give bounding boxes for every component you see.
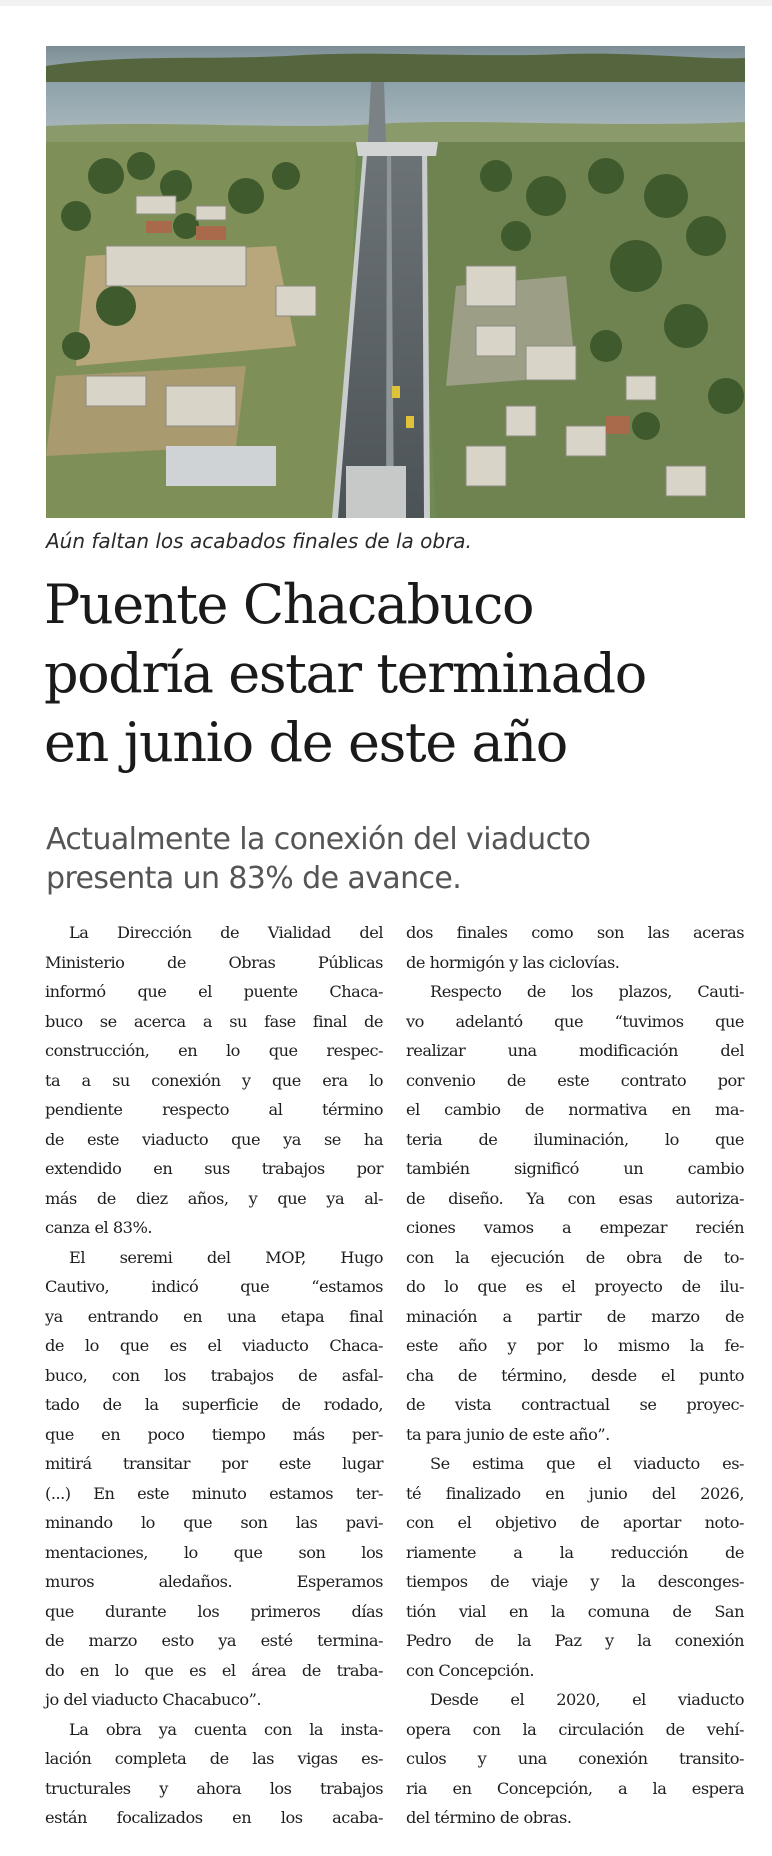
body-text-line: con Concepción.: [406, 1660, 535, 1680]
body-text-line: de vista contractual se proyec-: [406, 1395, 744, 1414]
body-text-line: buco se acerca a su fase final de: [45, 1011, 383, 1031]
article-headline: [44, 570, 754, 777]
body-text-line: pendiente respecto al término: [45, 1100, 383, 1119]
body-text-line: informó que el puente Chaca-: [45, 982, 383, 1001]
body-text-line: tado de la superficie de rodado,: [45, 1395, 383, 1414]
body-text-line: minación a partir de marzo de: [406, 1306, 744, 1326]
body-text-line: del término de obras.: [406, 1808, 572, 1827]
body-text-line: ta a su conexión y que era lo: [45, 1070, 383, 1090]
body-text-line: Desde el 2020, el viaducto: [430, 1690, 744, 1709]
body-text-line: de lo que es el viaducto Chaca-: [45, 1336, 383, 1355]
body-text-line: Respecto de los plazos, Cauti-: [430, 982, 744, 1001]
body-text-line: el cambio de normativa en ma-: [406, 1100, 744, 1119]
body-text-line: Pedro de la Paz y la conexión: [406, 1631, 744, 1650]
page-top-rule: [0, 0, 772, 6]
body-text-line: que en poco tiempo más per-: [45, 1424, 383, 1444]
body-column-right: [406, 918, 744, 1833]
body-text-line: construcción, en lo que respec-: [45, 1041, 383, 1060]
body-text-line: ta para junio de este año”.: [406, 1424, 610, 1444]
body-text-line: ciones vamos a empezar recién: [406, 1218, 744, 1237]
aerial-bridge-illustration: [46, 46, 745, 518]
body-text-line: de diseño. Ya con esas autoriza-: [406, 1188, 744, 1208]
subhead-line: presenta un 83% de avance.: [46, 861, 462, 896]
body-text-line: teria de iluminación, lo que: [406, 1129, 744, 1149]
article-subheadline: [46, 820, 746, 898]
body-text-line: de marzo esto ya esté termina-: [45, 1631, 383, 1650]
article-photo: [46, 46, 745, 518]
body-text-line: jo del viaducto Chacabuco”.: [45, 1690, 262, 1709]
body-text-line: do lo que es el proyecto de ilu-: [406, 1277, 744, 1296]
body-text-line: opera con la circulación de vehí-: [406, 1719, 744, 1739]
body-text-line: Cautivo, indicó que “estamos: [45, 1277, 383, 1296]
body-text-line: este año y por lo mismo la fe-: [406, 1336, 744, 1355]
headline-line: en junio de este año: [44, 711, 567, 774]
body-text-line: tiempos de viaje y la desconges-: [406, 1572, 744, 1591]
body-text-line: riamente a la reducción de: [406, 1542, 744, 1562]
body-text-line: tión vial en la comuna de San: [406, 1601, 744, 1621]
body-text-line: (...) En este minuto estamos ter-: [45, 1483, 383, 1503]
body-text-line: mitirá transitar por este lugar: [45, 1454, 383, 1473]
body-text-line: minando lo que son las pavi-: [45, 1513, 383, 1532]
body-text-line: buco, con los trabajos de asfal-: [45, 1365, 383, 1385]
body-column-left: [45, 918, 383, 1833]
body-text-line: lación completa de las vigas es-: [45, 1749, 383, 1768]
body-text-line: de hormigón y las ciclovías.: [406, 952, 620, 972]
body-text-line: La Dirección de Vialidad del: [69, 923, 383, 942]
body-text-line: ya entrando en una etapa final: [45, 1306, 383, 1326]
body-text-line: convenio de este contrato por: [406, 1070, 744, 1090]
body-text-line: ria en Concepción, a la espera: [406, 1778, 744, 1798]
body-text-line: té finalizado en junio del 2026,: [406, 1483, 744, 1503]
headline-line: podría estar terminado: [44, 642, 646, 705]
body-text-line: con el objetivo de aportar noto-: [406, 1513, 744, 1532]
body-text-line: de este viaducto que ya se ha: [45, 1129, 383, 1149]
subhead-line: Actualmente la conexión del viaducto: [46, 822, 591, 857]
body-text-line: realizar una modificación del: [406, 1041, 744, 1060]
body-text-line: culos y una conexión transito-: [406, 1749, 744, 1768]
body-text-line: cha de término, desde el punto: [406, 1365, 744, 1385]
body-text-line: Se estima que el viaducto es-: [430, 1454, 744, 1473]
body-text-line: están focalizados en los acaba-: [45, 1808, 383, 1827]
body-text-line: do en lo que es el área de traba-: [45, 1660, 383, 1680]
body-text-line: con la ejecución de obra de to-: [406, 1247, 744, 1267]
body-text-line: Ministerio de Obras Públicas: [45, 952, 383, 972]
body-text-line: mentaciones, lo que son los: [45, 1542, 383, 1562]
body-text-line: canza el 83%.: [45, 1218, 152, 1237]
body-text-line: también significó un cambio: [406, 1159, 744, 1178]
body-text-line: dos finales como son las aceras: [406, 923, 744, 942]
body-text-line: vo adelantó que “tuvimos que: [406, 1011, 744, 1031]
body-text-line: que durante los primeros días: [45, 1601, 383, 1621]
body-text-line: más de diez años, y que ya al-: [45, 1188, 383, 1208]
body-text-line: tructurales y ahora los trabajos: [45, 1778, 383, 1798]
body-text-line: El seremi del MOP, Hugo: [69, 1247, 383, 1267]
headline-line: Puente Chacabuco: [44, 573, 534, 636]
body-text-line: muros aledaños. Esperamos: [45, 1572, 383, 1591]
photo-caption: Aún faltan los acabados finales de la obra.: [46, 529, 472, 553]
body-text-line: extendido en sus trabajos por: [45, 1159, 383, 1178]
body-text-line: La obra ya cuenta con la insta-: [69, 1719, 383, 1739]
